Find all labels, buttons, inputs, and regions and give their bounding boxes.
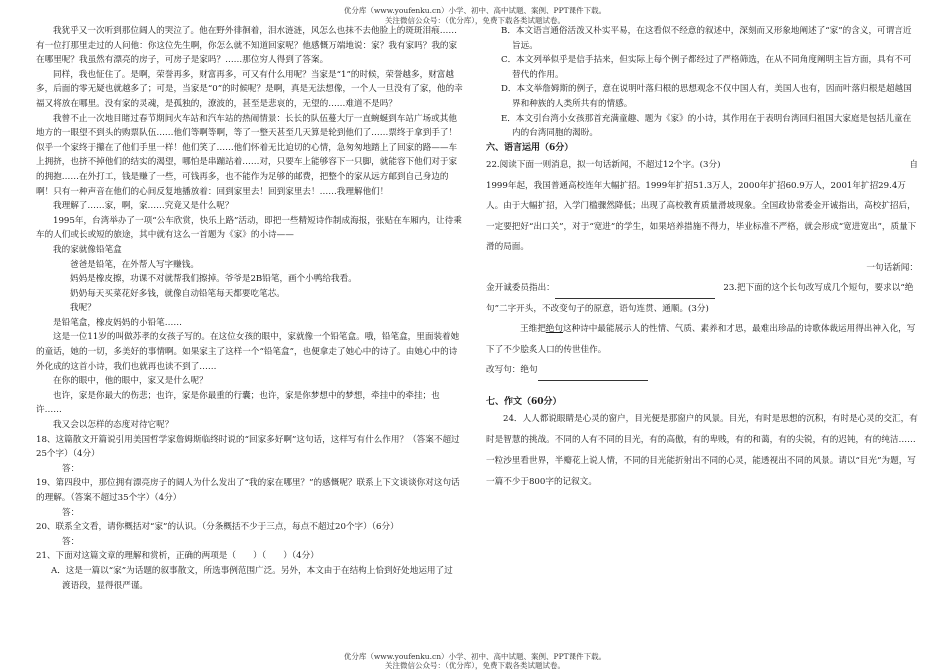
option-d: D．本文举詹姆斯的例子，意在说明叶落归根的思想观念不仅中国人有，美国人也有，因而叶落归根是超越国界和种族的人类所共有的情感。 <box>501 84 912 109</box>
answer-blank[interactable] <box>538 380 648 381</box>
q23-rewrite: 改写句：绝句 <box>486 365 538 376</box>
poem-line: 我呢？ <box>70 303 96 314</box>
poem-line: 爸爸是铅笔，在外帮人写字赚钱。 <box>70 259 199 270</box>
q22-label: 一句话新闻： <box>866 262 918 273</box>
q23-underlined: 绝句 <box>545 324 563 335</box>
section-7-heading: 七、作文（60分） <box>486 396 562 407</box>
footer-line-2: 关注微信公众号：（优分库），免费下载各类试题试卷。 <box>385 661 565 670</box>
option-c: C．本文列举似乎是信手拈来，但实际上每个例子都经过了严格筛选，在从不同角度阐明主旨方面，具有不可替代的作用。 <box>501 55 912 80</box>
q22-from: 自 <box>909 160 918 171</box>
passage-paragraph: 我曾不止一次地目睹过春节期间火车站和汽车站的热闹情景：长长的队伍蔓大厅一直蜿蜒到车站广场或其他地方的一眼望不到头的购票队伍……他们等啊等啊，等了一整天甚至几天算是轮到他们了……票终于拿到手了！似乎一个家终于攥在了他们手里一样！他们笑了……他们怀着无比迫切的心情，急匆匆地踏上了回家的路——车上拥挤，也挤不掉他们的结实的渴望，哪怕是串蹦站着……对，只要车上能够容下一只脚，就能容下他们对于家的拥抱……在外打工，钱是赚了一些，可钱再多，也不能作为足够的邮费，把整个的家从远方邮到自己身边的啊！只有一种声音在他们的心间反复地播放着：回到家里去！回到家里去！……我理解他们！ <box>36 113 458 197</box>
passage-paragraph: 这是一位11岁的叫做苏孝的女孩子写的。在这位女孩的眼中，家就像一个铅笔盒。哦，铅笔盒，里面装着她的童话，她的一切，多美好的事情啊。如果家主了这样一个“铅笔盒”，也便拿走了她心中的诗了。由她心中的诗外化成的这首小诗，我们也就再也读不到了…… <box>36 332 460 372</box>
passage-paragraph: 我犹乎又一次听到那位阔人的哭泣了。他在野外徘徊着，泪水涟涟，风怎么也抹不去他脸上的斑斑泪痕……有一位打那里走过的人问他：你这位先生啊，你怎么就不知道回家呢？他感慨万端地说：家？我有家吗？我的家在哪里呢？我虽然有漂亮的房子，可房子是家吗？……那位穷人得到了答案。 <box>36 26 458 66</box>
answer-label: 答： <box>62 463 80 474</box>
answer-blank[interactable] <box>555 298 715 299</box>
section-6-heading: 六、语言运用（6分） <box>486 142 574 153</box>
question-20: 20、联系全文看，请你概括对“家”的认识。（分条概括不少于三点，每点不超过20个字）（6分） <box>36 522 399 533</box>
q22-intro: 22.阅读下面一则消息，拟一句话新闻，不超过12个字。(3分) <box>486 160 721 171</box>
passage-paragraph: 同样，我也怔住了。是啊，荣誉再多，财富再多，可又有什么用呢？当家是“1”的时候，荣誉越多，财富越多，后面的零无疑也就越多了；可是，当家是“0”的时候呢？是啊，真是无法想像，一个人一旦没有了家，他的幸福又将放在哪里。没有家的灵魂，是孤独的，潦波的，甚至是悲哀的，无望的……难道不是吗？ <box>36 69 463 109</box>
header-line-2: 关注微信公众号：（优分库），免费下载各类试题试卷。 <box>385 16 565 25</box>
q23-pre: 王维把 <box>520 324 546 335</box>
left-column <box>36 24 464 593</box>
answer-label: 答： <box>62 507 80 518</box>
page-header <box>0 6 950 26</box>
question-19: 19、第四段中，那位拥有漂亮房子的阔人为什么发出了“我的家在哪里？”的感慨呢？联系上下文谈谈你对这句话的理解。（答案不超过35个字）（4分） <box>36 478 460 503</box>
question-24: 24．人人都说眼睛是心灵的窗户，目光便是那窗户的风景。目光，有时是思想的沉积，有时是心灵的交汇，有时是智慧的挑战。不同的人有不同的目光，有的高傲，有的卑贱，有的和蔼，有的尖锐，有的迟钝，有的纯洁……一粒沙里看世界，半瓣花上说人情，不同的目光能折射出不同的心灵，能透视出不同的风景。请以“目光”为题，写一篇不少于800字的记叙文。 <box>486 414 918 488</box>
q23-post: 这种诗中最能展示人的性情、气质、素养和才思，最难出珍品的诗歌体裁运用得出神入化，写下了不少脍炙人口的传世佳作。 <box>486 324 916 355</box>
passage-paragraph: 1995年，台湾举办了一项“公车欣赏，快乐上路”活动，即把一些精短诗作制成海报，张贴在车厢内，让待乘车的人们或长或短的旅途，其中就有这么一首题为《家》的小诗—— <box>36 215 462 241</box>
option-e: E．本文引台湾小女孩那首充满童趣、题为《家》的小诗，其作用在于表明台湾回归祖国大家庭是包括儿童在内的台湾同胞的渴盼。 <box>501 113 912 139</box>
passage-paragraph: 我又会以怎样的态度对待它呢？ <box>53 420 174 431</box>
footer-line-1: 优分库（www.youfenku.cn）小学、初中、高中试题、案例、PPT课件下载。 <box>343 652 607 661</box>
poem-line: 奶奶每天买菜花好多钱，就像自动铅笔每天都要吃笔芯。 <box>70 288 285 299</box>
question-22 <box>486 155 918 381</box>
poem-line: 是铅笔盒，橡皮妈妈的小铅笔…… <box>53 317 182 328</box>
answer-label: 答： <box>62 536 80 547</box>
passage-paragraph: 在你的眼中，他的眼中，家又是什么呢？ <box>53 376 208 387</box>
question-18: 18、这篇散文开篇说引用美国哲学家詹姆斯临终时说的“回家多好啊”这句话，这样写有什么作用？（答案不超过25个字）（4分） <box>36 434 460 460</box>
poem-line: 妈妈是橡皮擦，功课不对就帮我们擦掉。爷爷是2B铅笔，画个小鸭给我看。 <box>70 274 357 285</box>
q22-body: 1999年起，我国普通高校连年大幅扩招。1999年扩招51.3万人，2000年扩招60.9万人，2001年扩招29.4万人。由于大幅扩招，入学门槛骤然降低；出现了高校教育质量滑坡现象。全国政协常委金开诚指出，高校扩招后，一定要把好“出口关”，对于“宽进”的学生，如果培养措施不得力，毕业标准不严格，就会形成“宽进宽出”，质量下滑的局面。 <box>486 180 917 253</box>
q23-title: 23.把下面的这个长句改写成几个短句，要求以“绝句”二字开头，不改变句子的原意，语句连贯、通顺。(3分) <box>486 283 914 314</box>
passage-paragraph: 我理解了……家，啊，家……究竟又是什么呢？ <box>53 201 234 212</box>
page-footer <box>0 652 950 670</box>
question-21: 21、下面对这篇文章的理解和赏析，正确的两项是（ ）（ ）（4分） <box>36 551 319 562</box>
option-a: A．这是一篇以“家”为话题的叙事散文，所选事例范围广泛。另外，本文由于在结构上恰到好处地运用了过渡语段，显得很严谨。 <box>51 565 453 591</box>
q23-lead: 金开诚委员指出： <box>486 283 555 294</box>
passage-paragraph: 我的家就像铅笔盒 <box>53 244 122 255</box>
header-line-1: 优分库（www.youfenku.cn）小学、初中、高中试题、案例、PPT课件下载。 <box>343 6 607 15</box>
option-b: B．本文语言通俗活泼又朴实平易，在这看似不经意的叙述中，深刻而又形象地阐述了“家”的含义，可谓言近旨远。 <box>501 26 912 51</box>
right-column <box>486 24 918 493</box>
passage-paragraph: 也许，家是你最大的伤悲；也许，家是你最重的行囊；也许，家是你梦想中的梦想，牵挂中的牵挂；也许…… <box>36 390 440 416</box>
